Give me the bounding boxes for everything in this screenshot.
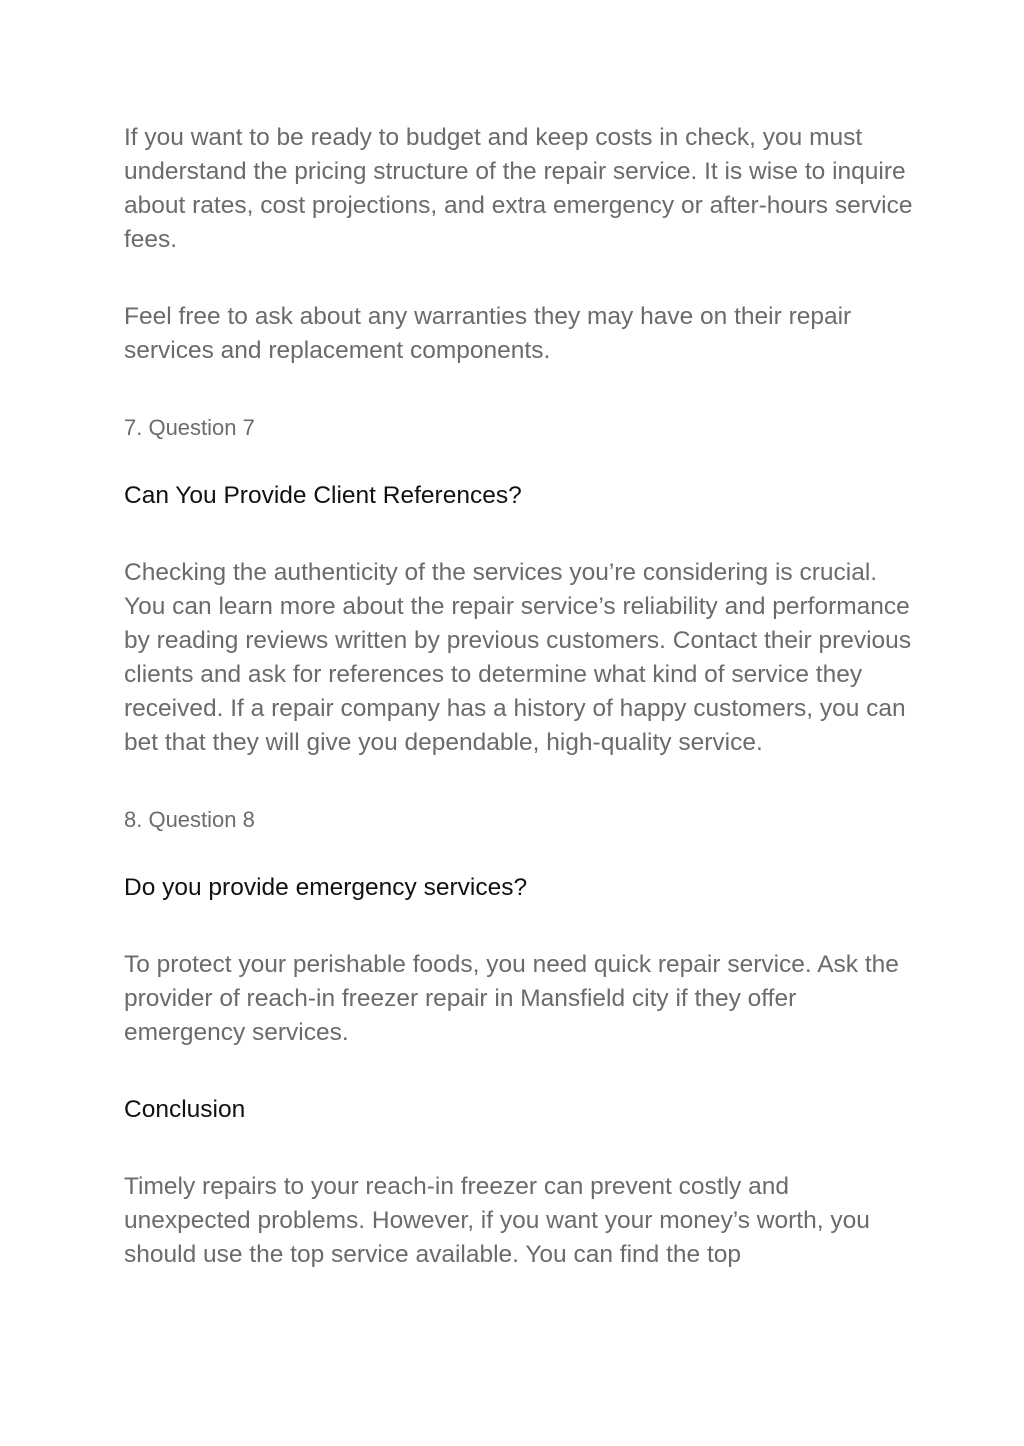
- question-7-heading: Can You Provide Client References?: [124, 482, 522, 509]
- question-7-label: 7. Question 7: [124, 415, 255, 440]
- conclusion-paragraph: Timely repairs to your reach-in freezer can prevent costly and unexpected problems. However, if you want your money’s worth, you should use the top service available. You can find the top: [124, 1173, 870, 1268]
- document-content: [124, 121, 914, 1272]
- pricing-paragraph: If you want to be ready to budget and keep costs in check, you must understand the pricing structure of the repair service. It is wise to inquire about rates, cost projections, and extra emergency or after-hours service fees.: [124, 124, 913, 253]
- references-paragraph: Checking the authenticity of the services you’re considering is crucial. You can learn more about the repair service’s reliability and performance by reading reviews written by previous customers. Contact their previous clients and ask for references to determine what kind of service they received. If a repair company has a history of happy customers, you can bet that they will give you dependable, high-quality service.: [124, 559, 912, 756]
- question-8-label: 8. Question 8: [124, 807, 255, 832]
- emergency-paragraph: To protect your perishable foods, you need quick repair service. Ask the provider of reach-in freezer repair in Mansfield city if they offer emergency services.: [124, 951, 899, 1046]
- conclusion-heading: Conclusion: [124, 1096, 246, 1123]
- warranties-paragraph: Feel free to ask about any warranties they may have on their repair services and replacement components.: [124, 303, 852, 364]
- question-8-heading: Do you provide emergency services?: [124, 874, 528, 901]
